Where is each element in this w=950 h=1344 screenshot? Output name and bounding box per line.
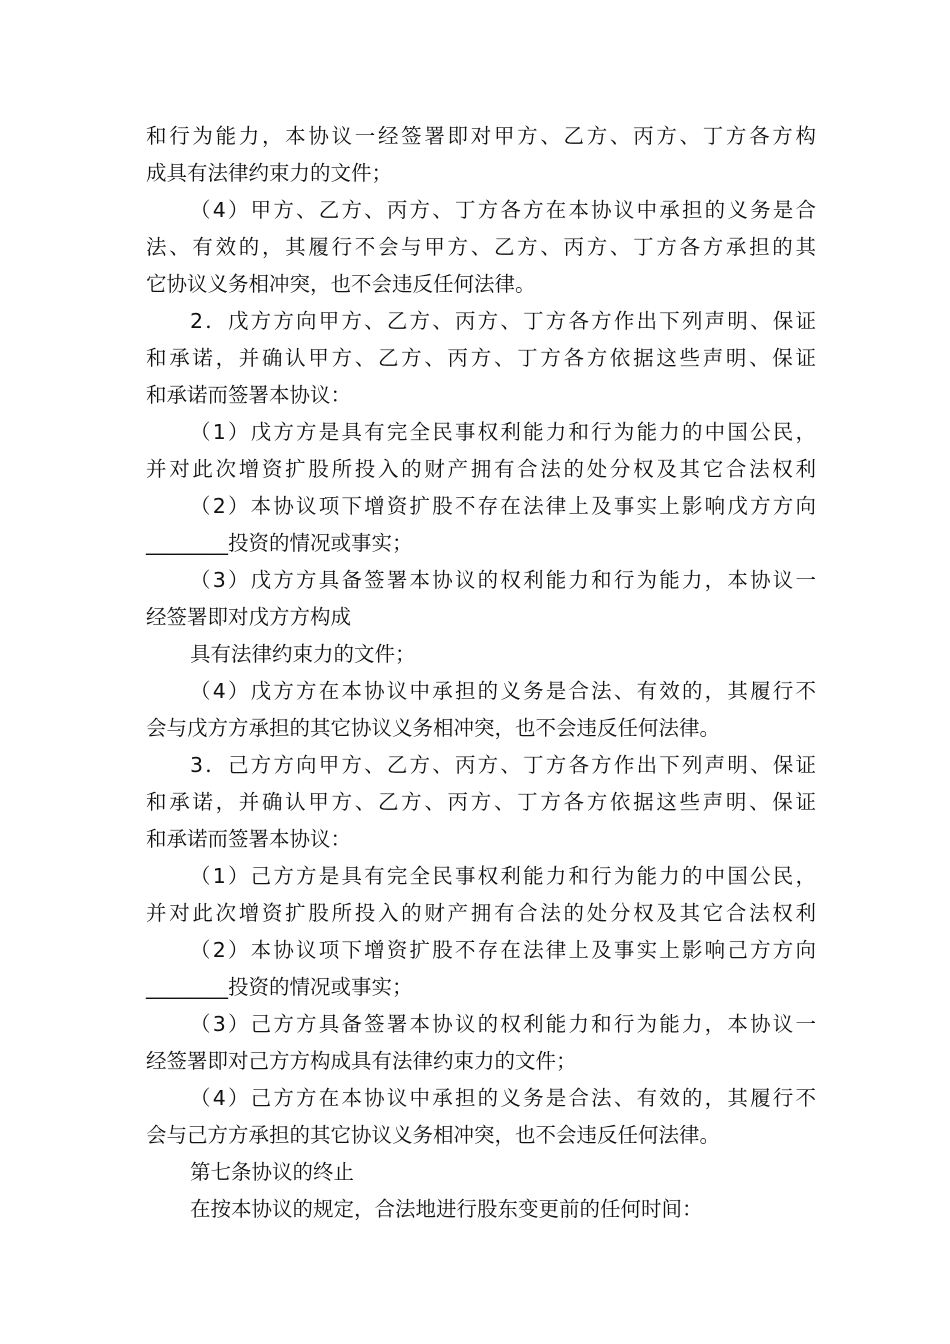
text-line: 它协议义务相冲突，也不会违反任何法律。: [146, 272, 536, 296]
text-line: （4）己方方在本协议中承担的义务是合法、有效的，其履行不: [190, 1086, 816, 1110]
text-line: （1）己方方是具有完全民事权利能力和行为能力的中国公民，: [190, 864, 816, 888]
text-line: （2）本协议项下增资扩股不存在法律上及事实上影响戊方方向: [190, 494, 816, 518]
text-line: ________投资的情况或事实；: [146, 975, 413, 999]
text-line: 和承诺，并确认甲方、乙方、丙方、丁方各方依据这些声明、保证: [146, 790, 816, 814]
text-line: （1）戊方方是具有完全民事权利能力和行为能力的中国公民，: [190, 420, 816, 444]
text-line: 会与戊方方承担的其它协议义务相冲突，也不会违反任何法律。: [146, 716, 720, 740]
text-line: 并对此次增资扩股所投入的财产拥有合法的处分权及其它合法权利: [146, 901, 816, 925]
text-line: （3）戊方方具备签署本协议的权利能力和行为能力，本协议一: [190, 568, 816, 592]
text-line: （4）戊方方在本协议中承担的义务是合法、有效的，其履行不: [190, 679, 816, 703]
text-line: 法、有效的，其履行不会与甲方、乙方、丙方、丁方各方承担的其: [146, 235, 816, 259]
text-line: （2）本协议项下增资扩股不存在法律上及事实上影响己方方向: [190, 938, 816, 962]
text-line: 并对此次增资扩股所投入的财产拥有合法的处分权及其它合法权利: [146, 457, 816, 481]
text-line: 2．戊方方向甲方、乙方、丙方、丁方各方作出下列声明、保证: [190, 309, 816, 333]
text-line: 和承诺而签署本协议：: [146, 383, 351, 407]
text-line: 具有法律约束力的文件；: [190, 642, 416, 666]
text-line: 和行为能力，本协议一经签署即对甲方、乙方、丙方、丁方各方构: [146, 124, 816, 148]
text-line: （4）甲方、乙方、丙方、丁方各方在本协议中承担的义务是合: [190, 198, 816, 222]
text-line: 和承诺，并确认甲方、乙方、丙方、丁方各方依据这些声明、保证: [146, 346, 816, 370]
text-line: 经签署即对戊方方构成: [146, 605, 351, 629]
text-line: ________投资的情况或事实；: [146, 531, 413, 555]
text-line: 和承诺而签署本协议：: [146, 827, 351, 851]
section-heading: 第七条协议的终止: [190, 1160, 354, 1184]
text-line: （3）己方方具备签署本协议的权利能力和行为能力，本协议一: [190, 1012, 816, 1036]
text-line: 成具有法律约束力的文件；: [146, 161, 392, 185]
text-line: 经签署即对己方方构成具有法律约束力的文件；: [146, 1049, 577, 1073]
text-line: 3．己方方向甲方、乙方、丙方、丁方各方作出下列声明、保证: [190, 753, 816, 777]
text-line: 会与己方方承担的其它协议义务相冲突，也不会违反任何法律。: [146, 1123, 720, 1147]
text-line: 在按本协议的规定，合法地进行股东变更前的任何时间：: [190, 1197, 703, 1221]
